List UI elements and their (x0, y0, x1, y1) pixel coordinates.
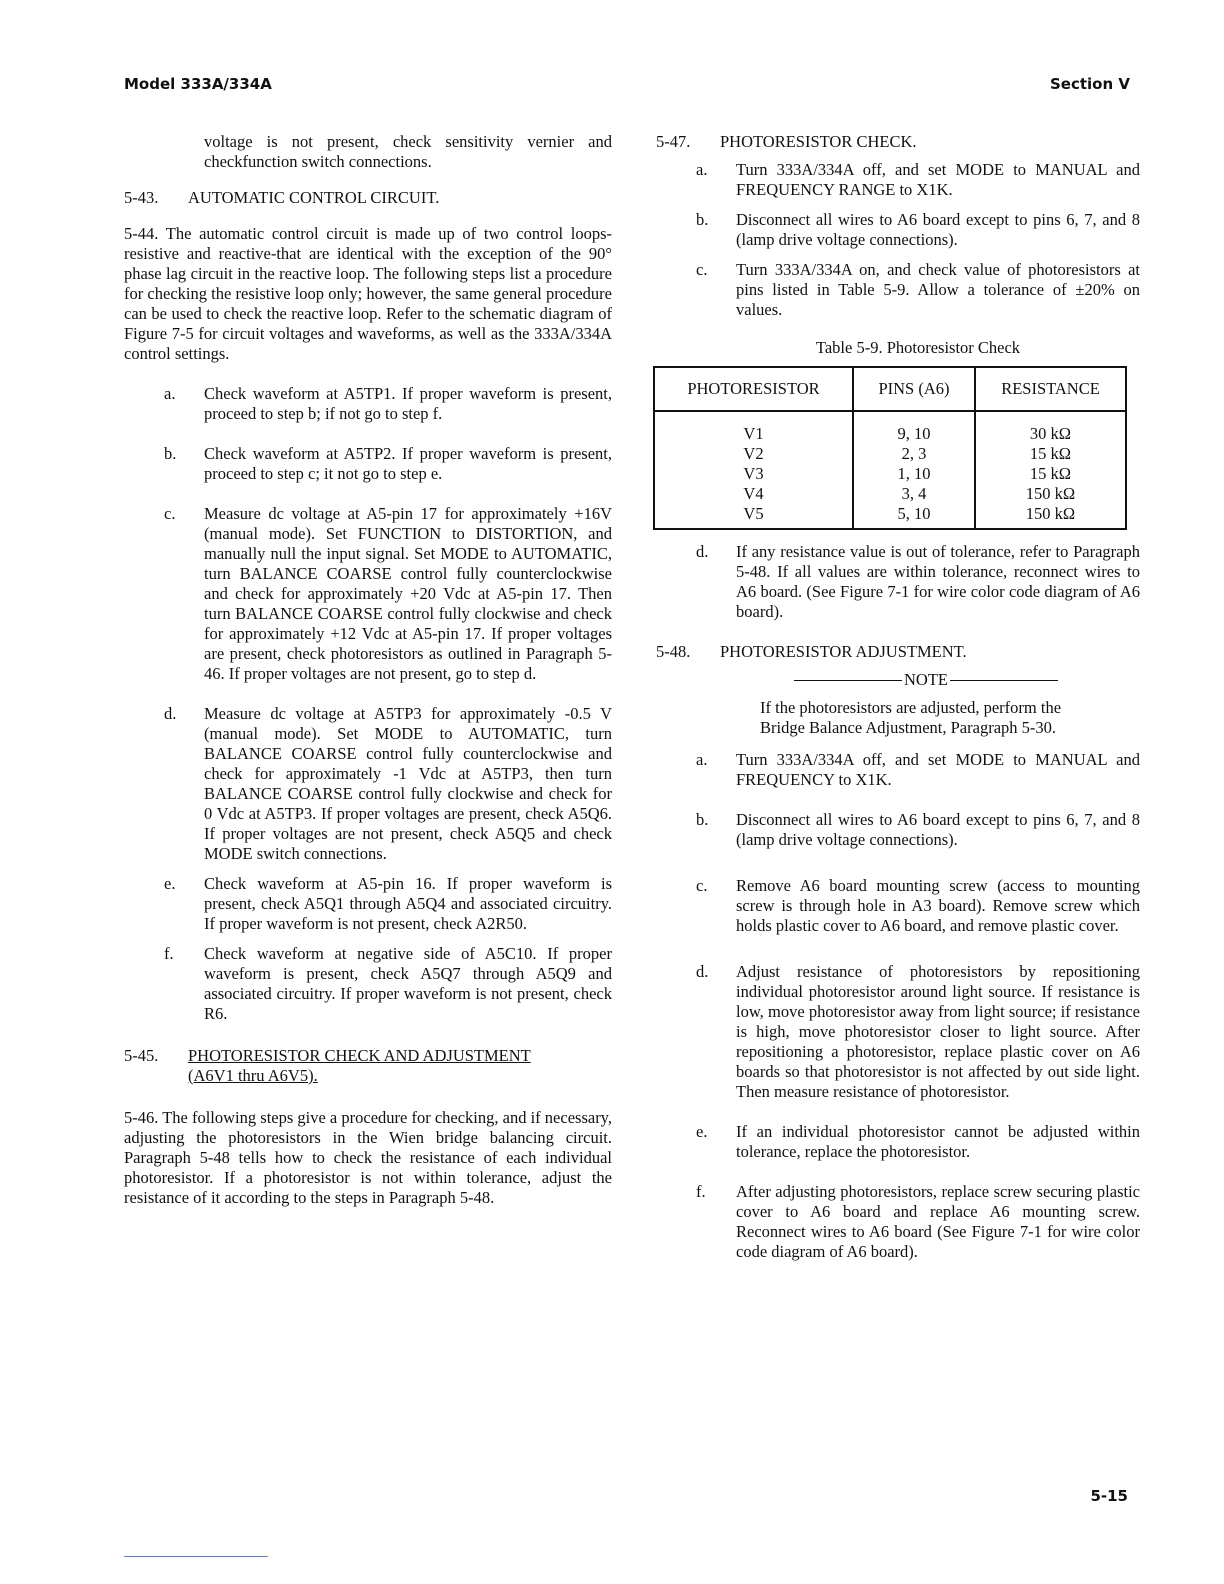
cell-photoresistor: V4 (654, 484, 853, 504)
heading-number: 5-45. (124, 1046, 159, 1065)
step-d (124, 704, 612, 864)
heading-title (188, 1046, 531, 1086)
step-letter: f. (164, 944, 174, 963)
heading-number: 5-43. (124, 188, 159, 207)
step-a (124, 384, 612, 424)
table-header-row (654, 367, 1126, 411)
continued-paragraph: voltage is not present, check sensitivity vernier and checkfunction switch connections. (204, 132, 612, 171)
cell-resistance: 150 kΩ (975, 504, 1126, 529)
table-row (654, 444, 1126, 464)
right-column (656, 132, 1140, 1262)
step-text: Measure dc voltage at A5-pin 17 for approximately +16V (manual mode). Set FUNCTION to DISTORTION, and manually null the input signal. Set MODE to AUTOMATIC, turn BALANCE COARSE control fully counterclockwise and check for approximately +20 Vdc at A5-pin 17. Then turn BALANCE COARSE control fully clockwise and check for approximately +12 Vdc at A5-pin 17. If proper voltages are present, check photoresistors as outlined in Paragraph 5-46. If proper voltages are not present, go to step d. (204, 504, 612, 683)
heading-title-line1: PHOTORESISTOR CHECK AND ADJUSTMENT (188, 1046, 531, 1065)
step-text: Turn 333A/334A off, and set MODE to MANUAL and FREQUENCY to X1K. (736, 750, 1140, 789)
footer-rule (124, 1556, 268, 1557)
step-a (656, 160, 1140, 200)
step-letter: d. (696, 542, 709, 561)
header-resistance: RESISTANCE (975, 367, 1126, 411)
step-letter: b. (696, 210, 709, 229)
step-d-5-47 (656, 542, 1140, 622)
step-text: Check waveform at A5TP2. If proper waveform is present, proceed to step c; it not go to step e. (204, 444, 612, 483)
step-text: If any resistance value is out of tolerance, refer to Paragraph 5-48. If all values are within tolerance, reconnect wires to A6 board. (See Figure 7-1 for wire color code diagram of A6 board). (736, 542, 1140, 621)
header-section: Section V (1050, 75, 1130, 93)
step-text: Check waveform at negative side of A5C10. If proper waveform is present, check A5Q7 through A5Q9 and associated circuitry. If proper waveform is not present, check R6. (204, 944, 612, 1023)
step-a (656, 750, 1140, 790)
note-header (716, 670, 1136, 690)
step-letter: a. (696, 750, 708, 769)
step-letter: c. (696, 876, 708, 895)
heading-5-45 (124, 1046, 612, 1086)
cell-pins: 5, 10 (853, 504, 975, 529)
table-row (654, 484, 1126, 504)
step-letter: d. (164, 704, 177, 723)
cell-photoresistor: V3 (654, 464, 853, 484)
step-text: Check waveform at A5-pin 16. If proper waveform is present, check A5Q1 through A5Q4 and associated circuitry. If proper waveform is not present, check A2R50. (204, 874, 612, 933)
heading-number: 5-47. (656, 132, 691, 151)
heading-number: 5-48. (656, 642, 691, 661)
step-c (124, 504, 612, 684)
cell-photoresistor: V2 (654, 444, 853, 464)
note-rule-left (794, 680, 902, 681)
cell-resistance: 30 kΩ (975, 411, 1126, 444)
step-text: If an individual photoresistor cannot be adjusted within tolerance, replace the photoresistor. (736, 1122, 1140, 1161)
cell-resistance: 150 kΩ (975, 484, 1126, 504)
step-letter: a. (696, 160, 708, 179)
step-letter: f. (696, 1182, 706, 1201)
step-f (656, 1182, 1140, 1262)
step-text: Remove A6 board mounting screw (access to mounting screw is through hole in A3 board). Remove screw which holds plastic cover to A6 board, and remove plastic cover. (736, 876, 1140, 935)
table-row (654, 464, 1126, 484)
heading-5-43 (124, 188, 612, 208)
step-letter: e. (164, 874, 176, 893)
cell-resistance: 15 kΩ (975, 464, 1126, 484)
cell-pins: 2, 3 (853, 444, 975, 464)
cell-photoresistor: V5 (654, 504, 853, 529)
paragraph-5-44: 5-44. The automatic control circuit is made up of two control loops-resistive and reactive-that are identical with the exception of the 90° phase lag circuit in the reactive loop. The following steps list a procedure for checking the resistive loop only; however, the same general procedure can be used to check the reactive loop. Refer to the schematic diagram of Figure 7-5 for circuit voltages and waveforms, as well as the 333A/334A control settings. (124, 224, 612, 363)
heading-title: PHOTORESISTOR ADJUSTMENT. (720, 642, 967, 661)
cell-pins: 3, 4 (853, 484, 975, 504)
note-label: NOTE (904, 670, 948, 689)
step-text: Adjust resistance of photoresistors by repositioning individual photoresistor around light source. If resistance is low, move photoresistor away from light source; if resistance is high, move photoresistor closer to light source. After repositioning a photoresistor, replace plastic cover on A6 boards so that photoresistor is not affected by out side light. Then measure resistance of photoresistor. (736, 962, 1140, 1101)
header-model: Model 333A/334A (124, 75, 272, 93)
step-c (656, 876, 1140, 936)
step-b (656, 810, 1140, 850)
steps-list (124, 384, 612, 1024)
step-text: After adjusting photoresistors, replace screw securing plastic cover to A6 board and replace A6 mounting screw. Reconnect wires to A6 board (See Figure 7-1 for wire color code diagram of A6 board). (736, 1182, 1140, 1261)
step-b (656, 210, 1140, 250)
step-letter: b. (696, 810, 709, 829)
header-pins: PINS (A6) (853, 367, 975, 411)
step-text: Check waveform at A5TP1. If proper waveform is present, proceed to step b; if not go to step f. (204, 384, 612, 423)
step-letter: b. (164, 444, 177, 463)
cell-photoresistor: V1 (654, 411, 853, 444)
page-number: 5-15 (1090, 1487, 1128, 1505)
step-e (656, 1122, 1140, 1162)
cell-pins: 9, 10 (853, 411, 975, 444)
cell-pins: 1, 10 (853, 464, 975, 484)
step-letter: d. (696, 962, 709, 981)
step-text: Measure dc voltage at A5TP3 for approximately -0.5 V (manual mode). Set MODE to AUTOMATIC, turn BALANCE COARSE control fully counterclockwise and check for approximately -1 Vdc at A5TP3, then turn BALANCE COARSE control fully clockwise and check for 0 Vdc at A5TP3. If proper voltages are present, check A5Q6. If proper voltages are not present, check A5Q5 and check MODE switch connections. (204, 704, 612, 863)
steps-5-48 (656, 750, 1140, 1262)
heading-title: PHOTORESISTOR CHECK. (720, 132, 917, 151)
table-caption: Table 5-9. Photoresistor Check (815, 338, 1021, 357)
photoresistor-table (653, 366, 1127, 530)
table-row (654, 504, 1126, 529)
step-letter: c. (164, 504, 176, 523)
step-f (124, 944, 612, 1024)
step-text: Turn 333A/334A off, and set MODE to MANUAL and FREQUENCY RANGE to X1K. (736, 160, 1140, 199)
step-letter: c. (696, 260, 708, 279)
table-row (654, 411, 1126, 444)
heading-5-47 (656, 132, 1140, 152)
step-e (124, 874, 612, 934)
header-photoresistor: PHOTORESISTOR (654, 367, 853, 411)
step-text: Turn 333A/334A on, and check value of photoresistors at pins listed in Table 5-9. Allow a tolerance of ±20% on values. (736, 260, 1140, 319)
paragraph-5-46: 5-46. The following steps give a procedure for checking, and if necessary, adjusting the photoresistors in the Wien bridge balancing circuit. Paragraph 5-48 tells how to check the resistance of each individual photoresistor. If a photoresistor is not within tolerance, adjust the resistance of it according to the steps in Paragraph 5-48. (124, 1108, 612, 1207)
step-text: Disconnect all wires to A6 board except to pins 6, 7, and 8 (lamp drive voltage connections). (736, 810, 1140, 849)
step-letter: a. (164, 384, 176, 403)
left-column (124, 132, 612, 1208)
note-text: If the photoresistors are adjusted, perform the Bridge Balance Adjustment, Paragraph 5-30. (760, 698, 1062, 737)
heading-5-48 (656, 642, 1140, 662)
note-rule-right (950, 680, 1058, 681)
step-text: Disconnect all wires to A6 board except to pins 6, 7, and 8 (lamp drive voltage connections). (736, 210, 1140, 249)
step-c (656, 260, 1140, 320)
step-d (656, 962, 1140, 1102)
cell-resistance: 15 kΩ (975, 444, 1126, 464)
heading-title-line2: (A6V1 thru A6V5). (188, 1066, 318, 1085)
steps-5-47 (656, 160, 1140, 320)
heading-title: AUTOMATIC CONTROL CIRCUIT. (188, 188, 440, 207)
step-b (124, 444, 612, 484)
step-letter: e. (696, 1122, 708, 1141)
